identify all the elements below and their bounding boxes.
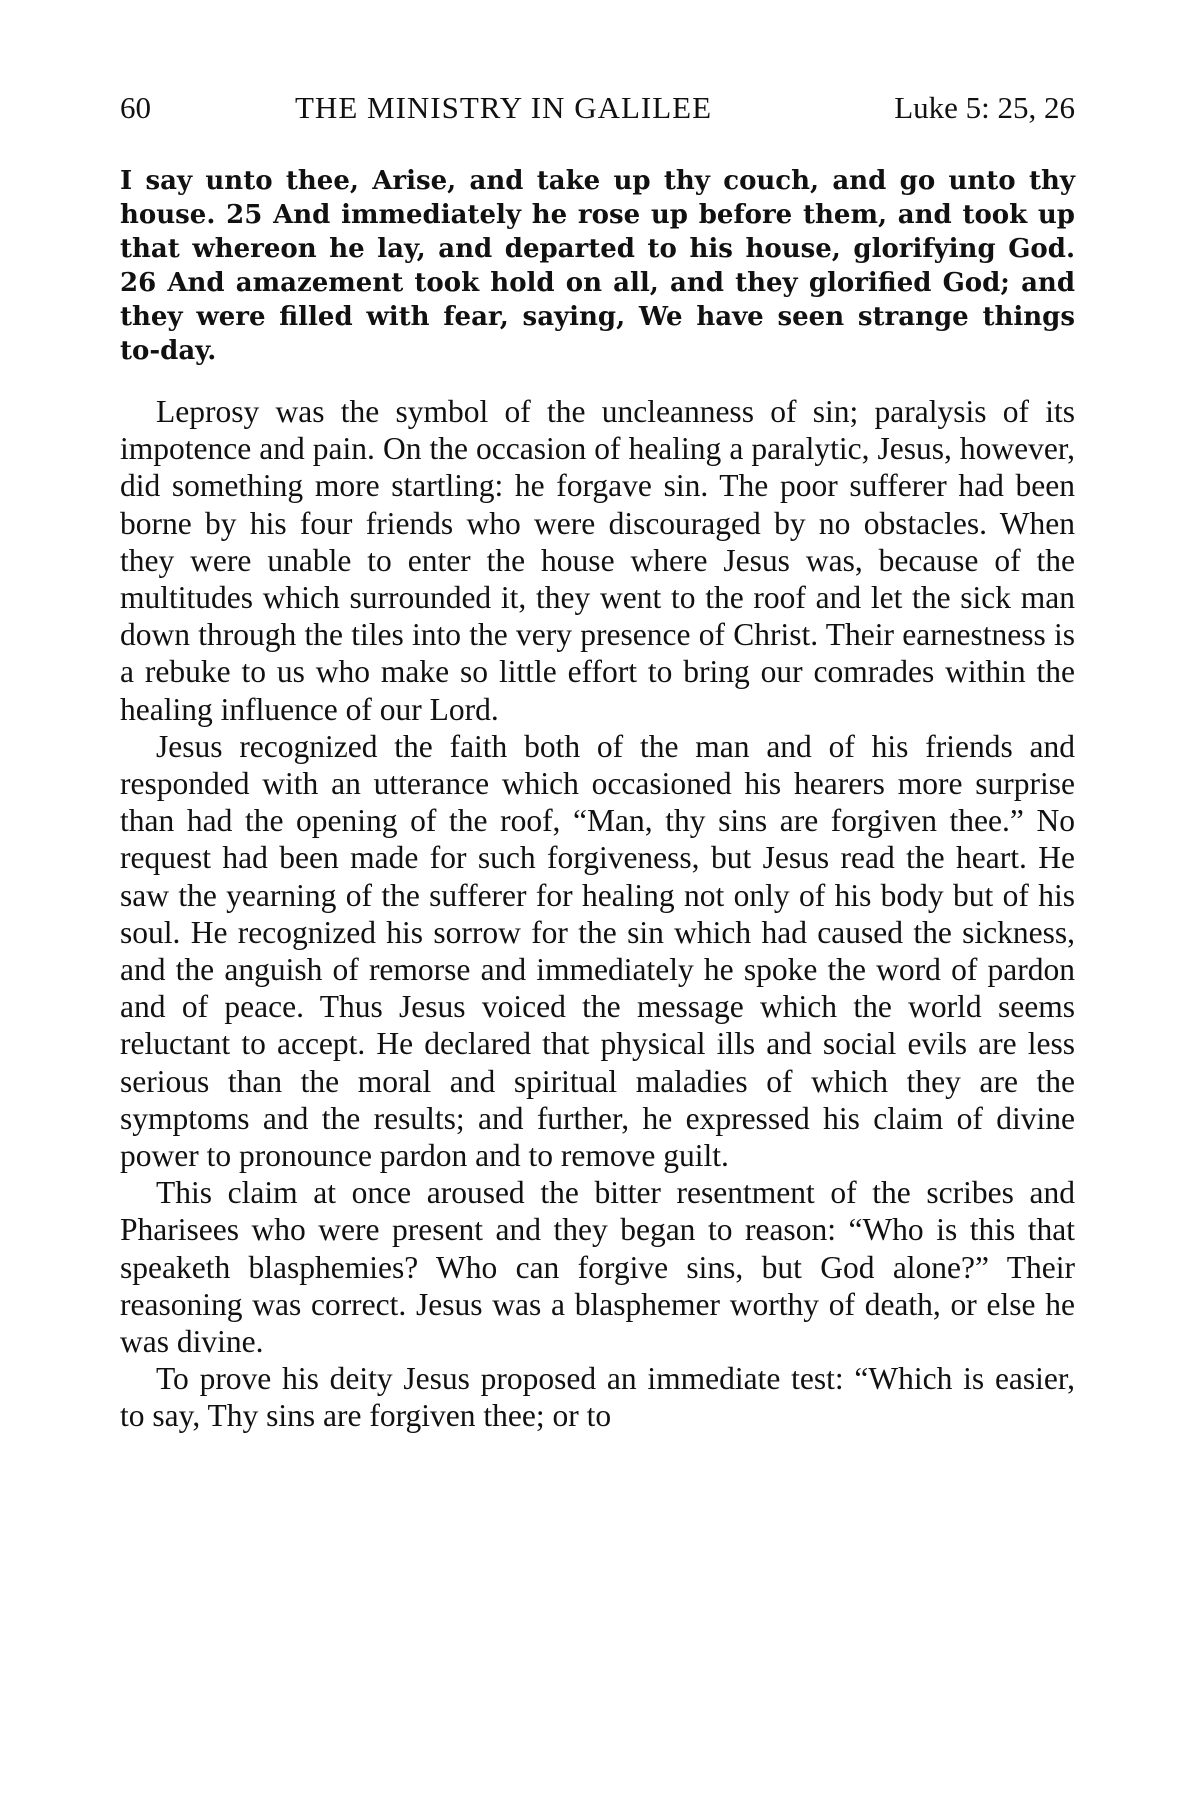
scripture-reference: Luke 5: 25, 26 bbox=[894, 90, 1075, 125]
paragraph: To prove his deity Jesus proposed an immediate test: “Which is easier, to say, Thy sins are forgiven thee; or to bbox=[120, 1361, 1075, 1434]
paragraph: This claim at once aroused the bitter resentment of the scribes and Pharisees who were present and they began to reason: “Who is this that speaketh blasphemies? Who can forgive sins, but God alone?” Their reasoning was correct. Jesus was a blasphemer worthy of death, or else he was divine. bbox=[120, 1175, 1075, 1360]
paragraph: Jesus recognized the faith both of the man and of his friends and responded with an utterance which occasioned his hearers more surprise than had the opening of the roof, “Man, thy sins are forgiven thee.” No request had been made for such forgiveness, but Jesus read the heart. He saw the yearning of the sufferer for healing not only of his body but of his soul. He recognized his sorrow for the sin which had caused the sickness, and the anguish of remorse and immediately he spoke the word of pardon and of peace. Thus Jesus voiced the message which the world seems reluctant to accept. He declared that physical ills and social evils are less serious than the moral and spiritual maladies of which they are the symptoms and the results; and further, he expressed his claim of divine power to pronounce pardon and to remove guilt. bbox=[120, 728, 1075, 1174]
scripture-passage: I say unto thee, Arise, and take up thy couch, and go unto thy house. 25 And immediately he rose up before them, and took up that whereon he lay, and departed to his house, glorifying God. 26 And amazement took hold on all, and they glorified God; and they were filled with fear, saying, We have seen strange things to-day. bbox=[120, 166, 1075, 366]
chapter-title: THE MINISTRY IN GALILEE bbox=[295, 90, 713, 125]
paragraph: Leprosy was the symbol of the uncleanness of sin; paralysis of its impotence and pain. On the occasion of healing a paralytic, Jesus, however, did something more startling: he forgave sin. The poor sufferer had been borne by his four friends who were discouraged by no obstacles. When they were unable to enter the house where Jesus was, because of the multitudes which surrounded it, they went to the roof and let the sick man down through the tiles into the very presence of Christ. Their earnestness is a rebuke to us who make so little effort to bring our comrades within the healing influence of our Lord. bbox=[120, 394, 1075, 727]
commentary-text bbox=[120, 393, 1075, 1435]
running-head bbox=[120, 88, 1075, 128]
page-number: 60 bbox=[120, 90, 151, 125]
